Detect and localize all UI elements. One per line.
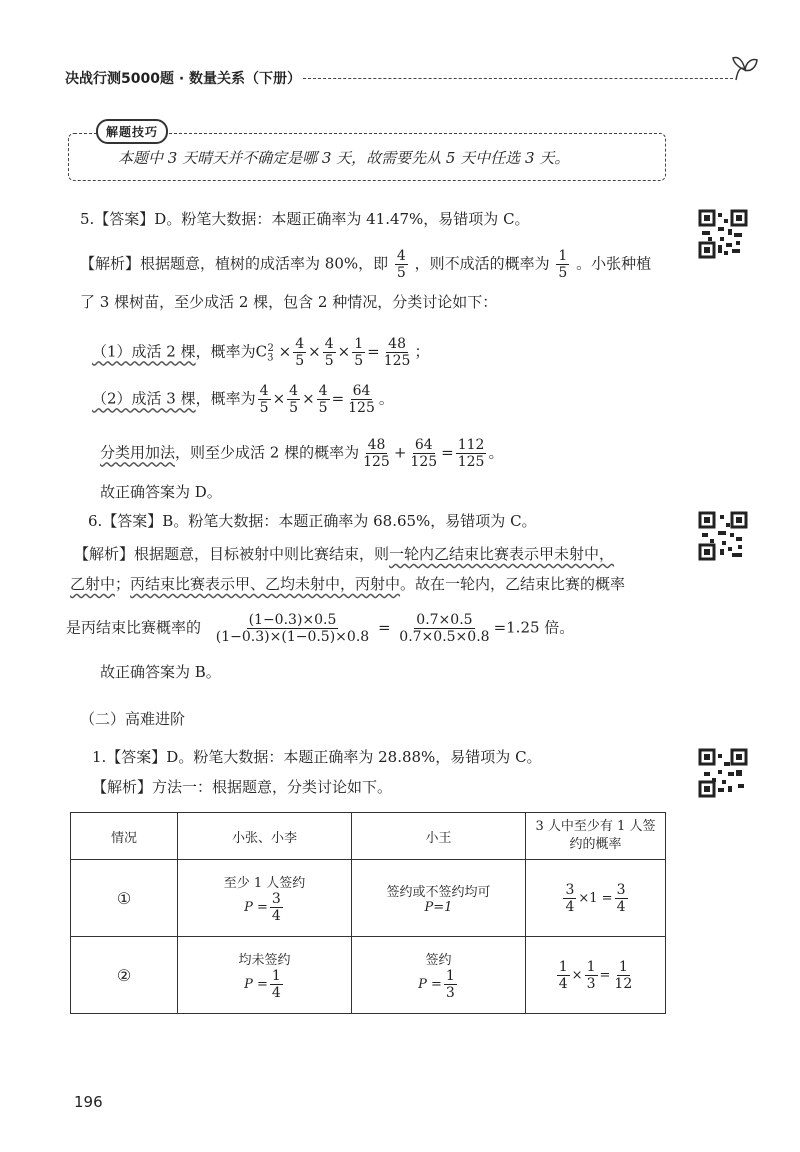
- q5-case-1: （1）成活 2 棵，概率为$C_3^2$ × $\frac{4}{5}$ × $\frac{4}{5}$ × $\frac{1}{5}$ = $\frac{48}{125}$ ；: [92, 336, 430, 369]
- header-dashed-rule: [303, 78, 733, 79]
- q5-case2-label: （2）成活 3 棵: [92, 389, 196, 408]
- table-cell: $\frac{3}{4}$ ×1 = $\frac{3}{4}$: [526, 860, 666, 937]
- tip-label: 解题技巧: [96, 119, 168, 144]
- q6-conclusion: 故正确答案为 B。: [100, 663, 221, 681]
- q6-fraction-2: $\frac{0.7\times 0.5}{0.7\times 0.5\times 0.8}$: [399, 612, 490, 645]
- tip-text: 本题中 3 天晴天并不确定是哪 3 天，故需要先从 5 天中任选 3 天。: [118, 149, 570, 167]
- table-header-cell: 情况: [71, 813, 178, 860]
- qr-code-icon[interactable]: [698, 748, 748, 798]
- table-cell-case: ①: [71, 860, 178, 937]
- q5-case1-label: （1）成活 2 棵: [92, 342, 196, 361]
- table-cell: $\frac{1}{4}$ × $\frac{1}{3}$ = $\frac{1}{12}$: [526, 937, 666, 1014]
- table-row: [71, 937, 666, 1014]
- q5-sum-label: 分类用加法: [100, 443, 176, 462]
- page-number: 196: [74, 1093, 103, 1111]
- probability-table: [70, 812, 666, 1014]
- q6-answer-line: 6.【答案】B。粉笔大数据：本题正确率为 68.65%，易错项为 C。: [88, 512, 537, 530]
- table-header-cell: 3 人中至少有 1 人签约的概率: [526, 813, 666, 860]
- q6-analysis-underlined: 一轮内乙结束比赛表示甲未射中，: [389, 545, 615, 563]
- q6-formula-line: 是丙结束比赛概率的 $\frac{(1-0.3)\times 0.5}{(1-0.3)\times(1-0.5)\times 0.8}$ = $\frac{0.7\times 0.5}{0.7\times 0.5\times 0.8}$ =1.25 倍。: [66, 612, 575, 645]
- table-cell: 至少 1 人签约 P = $\frac{3}{4}$: [178, 860, 352, 937]
- table-header-cell: 小张、小李: [178, 813, 352, 860]
- q1-answer-line: 1.【答案】D。粉笔大数据：本题正确率为 28.88%，易错项为 C。: [92, 748, 542, 766]
- table-header-cell: 小王: [352, 813, 526, 860]
- qr-code-icon[interactable]: [698, 511, 748, 561]
- q5-answer-line: 5.【答案】D。粉笔大数据：本题正确率为 41.47%，易错项为 C。: [80, 210, 530, 228]
- table-cell: 签约或不签约均可 P=1: [352, 860, 526, 937]
- q5-conclusion: 故正确答案为 D。: [100, 483, 222, 501]
- table-row: [71, 860, 666, 937]
- q5-analysis-line-2: 了 3 棵树苗，至少成活 2 棵，包含 2 种情况，分类讨论如下：: [80, 293, 498, 311]
- qr-code-icon[interactable]: [698, 209, 748, 259]
- q6-fraction-1: $\frac{(1-0.3)\times 0.5}{(1-0.3)\times(1-0.5)\times 0.8}$: [215, 612, 370, 645]
- table-cell-case: ②: [71, 937, 178, 1014]
- q5-case-2: （2）成活 3 棵，概率为 $\frac{4}{5}$ × $\frac{4}{5}$ × $\frac{4}{5}$ = $\frac{64}{125}$ 。: [92, 383, 394, 416]
- q5-analysis-text-a: 【解析】根据题意，植树的成活率为 80%，即: [80, 254, 389, 273]
- q6-analysis-line-2: 乙射中；丙结束比赛表示甲、乙均未射中，丙射中。故在一轮内，乙结束比赛的概率: [70, 575, 626, 593]
- section-title: （二）高难进阶: [80, 710, 186, 728]
- fraction-4-5: $\frac{4}{5}$: [396, 248, 406, 281]
- q5-analysis-line: [80, 248, 651, 281]
- q5-analysis-text-b: ，则不成活的概率为: [414, 254, 550, 273]
- table-cell: 均未签约 P = $\frac{1}{4}$: [178, 937, 352, 1014]
- q1-analysis-line: 【解析】方法一：根据题意，分类讨论如下。: [92, 778, 393, 796]
- table-header-row: [71, 813, 666, 860]
- q6-analysis-line: 【解析】根据题意，目标被射中则比赛结束，则一轮内乙结束比赛表示甲未射中，: [74, 545, 615, 563]
- q5-analysis-text-c: 。小张种植: [576, 254, 652, 273]
- table-cell: 签约 P = $\frac{1}{3}$: [352, 937, 526, 1014]
- leaf-icon: [730, 50, 760, 84]
- running-header-title: 决战行测5000题 · 数量关系（下册）: [65, 71, 302, 87]
- fraction-1-5: $\frac{1}{5}$: [558, 248, 568, 281]
- q5-sum-line: 分类用加法，则至少成活 2 棵的概率为 $\frac{48}{125}$ + $\frac{64}{125}$ = $\frac{112}{125}$ 。: [100, 437, 504, 470]
